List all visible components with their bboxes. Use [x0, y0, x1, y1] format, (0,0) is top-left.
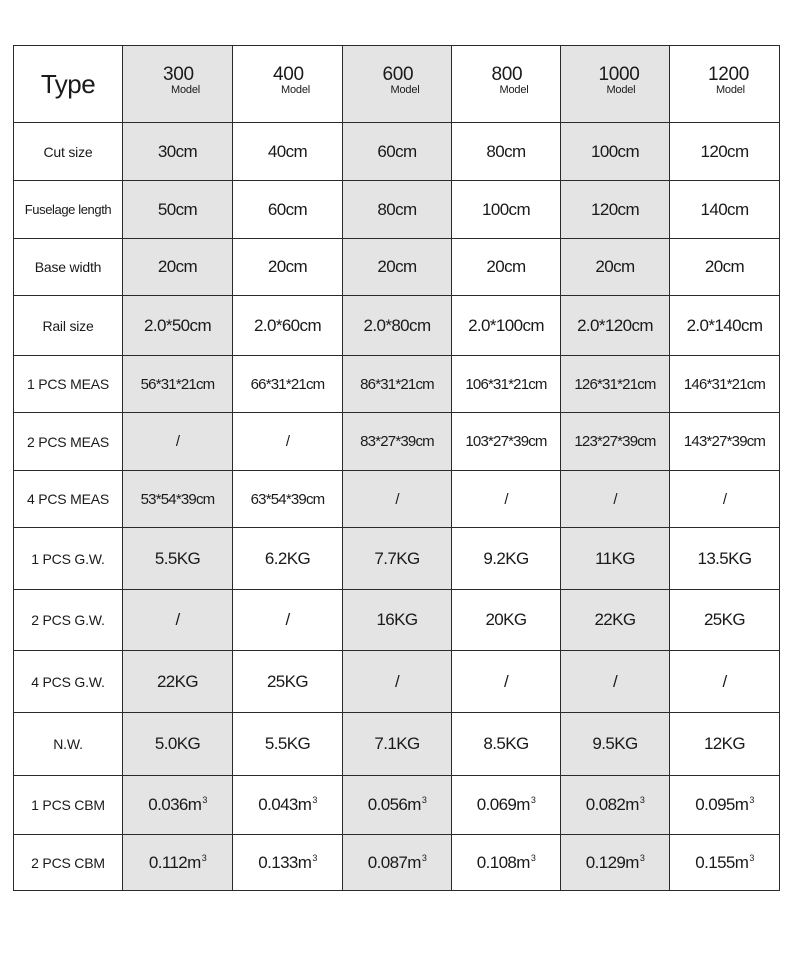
cell-value: 56*31*21cm: [140, 375, 215, 393]
cell-value: 40cm: [267, 141, 308, 161]
table-cell: [452, 356, 561, 413]
cell-value: 0.087m: [367, 852, 421, 872]
cell-value: 9.5KG: [592, 734, 638, 753]
table-cell: [123, 413, 233, 471]
table-row: [14, 590, 780, 651]
row-label: 2 PCS G.W.: [14, 590, 123, 651]
table-cell: [670, 776, 780, 835]
cell-value: 13.5KG: [697, 548, 752, 568]
cell-value: 60cm: [267, 199, 308, 219]
unit-superscript: 3: [639, 852, 645, 863]
table-cell: [452, 590, 561, 651]
table-cell: [452, 296, 561, 356]
cell-value: 0.129m: [585, 852, 639, 872]
table-cell: [123, 356, 233, 413]
table-cell: [343, 776, 452, 835]
model-number: 300: [163, 63, 194, 85]
table-cell: [123, 590, 233, 651]
table-cell: [452, 651, 561, 713]
row-label: 1 PCS CBM: [14, 776, 123, 835]
table-row: [14, 713, 780, 776]
cell-value: 0.112m: [148, 852, 201, 872]
cell-value: 22KG: [156, 671, 199, 691]
cell-value: 2.0*60cm: [253, 315, 322, 335]
cell-value: 5.0KG: [154, 734, 201, 753]
table-cell: [123, 776, 233, 835]
cell-value: 5.5KG: [154, 548, 201, 568]
cell-value: 0.036m: [148, 795, 202, 814]
cell-value: /: [613, 490, 617, 508]
cell-value: 66*31*21cm: [250, 375, 325, 393]
cell-value: 100cm: [481, 199, 531, 219]
cell-value: 2.0*50cm: [143, 315, 212, 335]
spec-table: [13, 45, 780, 891]
table-cell: [452, 413, 561, 471]
table-cell: [452, 123, 561, 181]
table-cell: [670, 181, 780, 239]
cell-value: 11KG: [595, 548, 635, 568]
model-label: Model: [715, 83, 745, 96]
table-cell: [343, 239, 452, 296]
table-cell: [123, 239, 233, 296]
table-cell: [561, 776, 670, 835]
table-cell: [343, 123, 452, 181]
cell-value: 0.155m: [695, 852, 749, 872]
table-cell: [343, 181, 452, 239]
table-cell: [123, 713, 233, 776]
model-300-header: [123, 46, 233, 123]
unit-superscript: 3: [639, 795, 645, 806]
unit-superscript: 3: [312, 795, 317, 806]
table-cell: [670, 356, 780, 413]
model-label: Model: [171, 83, 200, 96]
model-number: 1000: [598, 63, 640, 85]
table-row: [14, 181, 780, 239]
table-cell: [343, 356, 452, 413]
table-cell: [233, 471, 343, 528]
cell-value: 0.043m: [258, 795, 312, 814]
table-cell: [670, 528, 780, 590]
table-cell: [561, 181, 670, 239]
cell-value: 126*31*21cm: [574, 375, 656, 393]
cell-value: 143*27*39cm: [683, 433, 766, 450]
cell-value: 2.0*120cm: [577, 315, 653, 335]
table-cell: [670, 123, 780, 181]
cell-value: 20cm: [267, 257, 308, 276]
table-cell: [670, 713, 780, 776]
header-row: [14, 46, 780, 123]
cell-value: 9.2KG: [483, 548, 529, 568]
row-label: Fuselage length: [14, 181, 123, 239]
row-label: Cut size: [14, 123, 123, 181]
cell-value: /: [504, 490, 508, 508]
table-cell: [233, 776, 343, 835]
cell-value: 103*27*39cm: [465, 433, 547, 450]
table-cell: [561, 590, 670, 651]
cell-value: 0.082m: [585, 795, 639, 814]
cell-value: /: [175, 433, 180, 450]
row-label: 2 PCS MEAS: [14, 413, 123, 471]
table-cell: [670, 296, 780, 356]
model-800-header: [452, 46, 561, 123]
cell-value: 83*27*39cm: [360, 433, 434, 450]
table-cell: [233, 413, 343, 471]
table-cell: [452, 239, 561, 296]
cell-value: 86*31*21cm: [360, 375, 434, 393]
cell-value: 106*31*21cm: [465, 375, 547, 393]
cell-value: 0.056m: [367, 795, 421, 814]
row-label: Base width: [14, 239, 123, 296]
cell-value: 2.0*80cm: [363, 315, 431, 335]
row-label: 1 PCS MEAS: [14, 356, 123, 413]
table-cell: [343, 296, 452, 356]
cell-value: 80cm: [377, 199, 417, 219]
model-number: 1200: [707, 63, 750, 85]
unit-superscript: 3: [530, 795, 536, 806]
table-cell: [233, 651, 343, 713]
unit-superscript: 3: [421, 852, 427, 863]
cell-value: 0.069m: [476, 795, 530, 814]
table-cell: [123, 471, 233, 528]
cell-value: 8.5KG: [483, 734, 529, 753]
table-row: [14, 239, 780, 296]
cell-value: 6.2KG: [264, 548, 311, 568]
cell-value: 50cm: [157, 199, 198, 219]
cell-value: 20KG: [485, 610, 527, 629]
table-row: [14, 528, 780, 590]
cell-value: 63*54*39cm: [250, 490, 325, 508]
table-cell: [123, 651, 233, 713]
model-label: Model: [606, 83, 636, 96]
cell-value: /: [612, 671, 618, 691]
table-cell: [343, 528, 452, 590]
table-cell: [123, 123, 233, 181]
cell-value: /: [503, 671, 509, 691]
table-cell: [452, 528, 561, 590]
row-label: 2 PCS CBM: [14, 835, 123, 891]
row-label: N.W.: [14, 713, 123, 776]
cell-value: /: [285, 610, 290, 629]
table-cell: [561, 123, 670, 181]
cell-value: /: [175, 610, 180, 629]
table-row: [14, 471, 780, 528]
table-cell: [670, 413, 780, 471]
cell-value: 7.1KG: [374, 734, 420, 753]
cell-value: 100cm: [590, 141, 640, 161]
table-cell: [561, 835, 670, 891]
cell-value: 7.7KG: [374, 548, 420, 568]
table-cell: [452, 471, 561, 528]
cell-value: 12KG: [703, 734, 746, 753]
model-1200-header: [670, 46, 780, 123]
table-cell: [670, 835, 780, 891]
table-cell: [670, 239, 780, 296]
table-cell: [233, 713, 343, 776]
table-cell: [123, 835, 233, 891]
cell-value: 20cm: [704, 257, 745, 276]
cell-value: 146*31*21cm: [683, 375, 766, 393]
table-cell: [343, 835, 452, 891]
table-cell: [452, 713, 561, 776]
row-label: 4 PCS G.W.: [14, 651, 123, 713]
row-label: 1 PCS G.W.: [14, 528, 123, 590]
table-cell: [561, 713, 670, 776]
unit-superscript: 3: [202, 795, 207, 806]
table-cell: [123, 296, 233, 356]
cell-value: 22KG: [594, 610, 636, 629]
cell-value: 20cm: [595, 257, 635, 276]
cell-value: 30cm: [157, 141, 198, 161]
table-cell: [670, 471, 780, 528]
table-cell: [233, 528, 343, 590]
row-label: Rail size: [14, 296, 123, 356]
table-cell: [561, 413, 670, 471]
table-row: [14, 776, 780, 835]
table-cell: [123, 528, 233, 590]
model-label: Model: [499, 83, 529, 96]
table-cell: [343, 590, 452, 651]
cell-value: 80cm: [486, 141, 526, 161]
table-cell: [233, 835, 343, 891]
model-number: 600: [382, 63, 414, 85]
table-cell: [452, 181, 561, 239]
model-1000-header: [561, 46, 670, 123]
cell-value: 5.5KG: [264, 734, 311, 753]
table-cell: [670, 651, 780, 713]
cell-value: 60cm: [377, 141, 417, 161]
table-row: [14, 413, 780, 471]
unit-superscript: 3: [749, 795, 754, 806]
cell-value: /: [722, 671, 727, 691]
cell-value: /: [285, 433, 290, 450]
table-cell: [670, 590, 780, 651]
table-cell: [233, 356, 343, 413]
unit-superscript: 3: [201, 852, 207, 863]
cell-value: 16KG: [376, 610, 418, 629]
unit-superscript: 3: [749, 852, 754, 863]
table-cell: [561, 356, 670, 413]
cell-value: 123*27*39cm: [574, 433, 656, 450]
table-cell: [561, 651, 670, 713]
model-label: Model: [390, 83, 420, 96]
table-cell: [343, 413, 452, 471]
table-cell: [343, 651, 452, 713]
table-row: [14, 296, 780, 356]
model-number: 800: [491, 63, 523, 85]
table-row: [14, 651, 780, 713]
table-cell: [123, 181, 233, 239]
table-cell: [561, 239, 670, 296]
table-cell: [452, 835, 561, 891]
cell-value: 25KG: [703, 610, 746, 629]
cell-value: 120cm: [590, 199, 640, 219]
unit-superscript: 3: [312, 852, 317, 863]
model-label: Model: [281, 83, 310, 96]
cell-value: 20cm: [157, 257, 198, 276]
model-600-header: [343, 46, 452, 123]
table-row: [14, 356, 780, 413]
spec-table-body: [14, 46, 780, 891]
model-number: 400: [273, 63, 304, 85]
table-row: [14, 123, 780, 181]
model-400-header: [233, 46, 343, 123]
cell-value: 140cm: [700, 199, 749, 219]
unit-superscript: 3: [421, 795, 427, 806]
cell-value: 0.133m: [258, 852, 312, 872]
cell-value: 2.0*100cm: [468, 315, 544, 335]
cell-value: 120cm: [700, 141, 749, 161]
cell-value: 20cm: [486, 257, 526, 276]
cell-value: /: [395, 490, 399, 508]
table-cell: [233, 181, 343, 239]
cell-value: 20cm: [377, 257, 417, 276]
cell-value: 2.0*140cm: [686, 315, 763, 335]
row-label: 4 PCS MEAS: [14, 471, 123, 528]
table-cell: [233, 239, 343, 296]
table-cell: [233, 590, 343, 651]
table-cell: [343, 471, 452, 528]
table-cell: [233, 296, 343, 356]
table-cell: [452, 776, 561, 835]
table-cell: [561, 296, 670, 356]
type-header: Type: [14, 46, 123, 123]
table-cell: [561, 471, 670, 528]
cell-value: 0.095m: [695, 795, 749, 814]
cell-value: 0.108m: [476, 852, 530, 872]
cell-value: /: [722, 490, 727, 508]
cell-value: /: [394, 671, 400, 691]
table-cell: [343, 713, 452, 776]
table-cell: [233, 123, 343, 181]
cell-value: 53*54*39cm: [140, 490, 215, 508]
cell-value: 25KG: [266, 671, 309, 691]
table-cell: [561, 528, 670, 590]
unit-superscript: 3: [530, 852, 536, 863]
table-row: [14, 835, 780, 891]
